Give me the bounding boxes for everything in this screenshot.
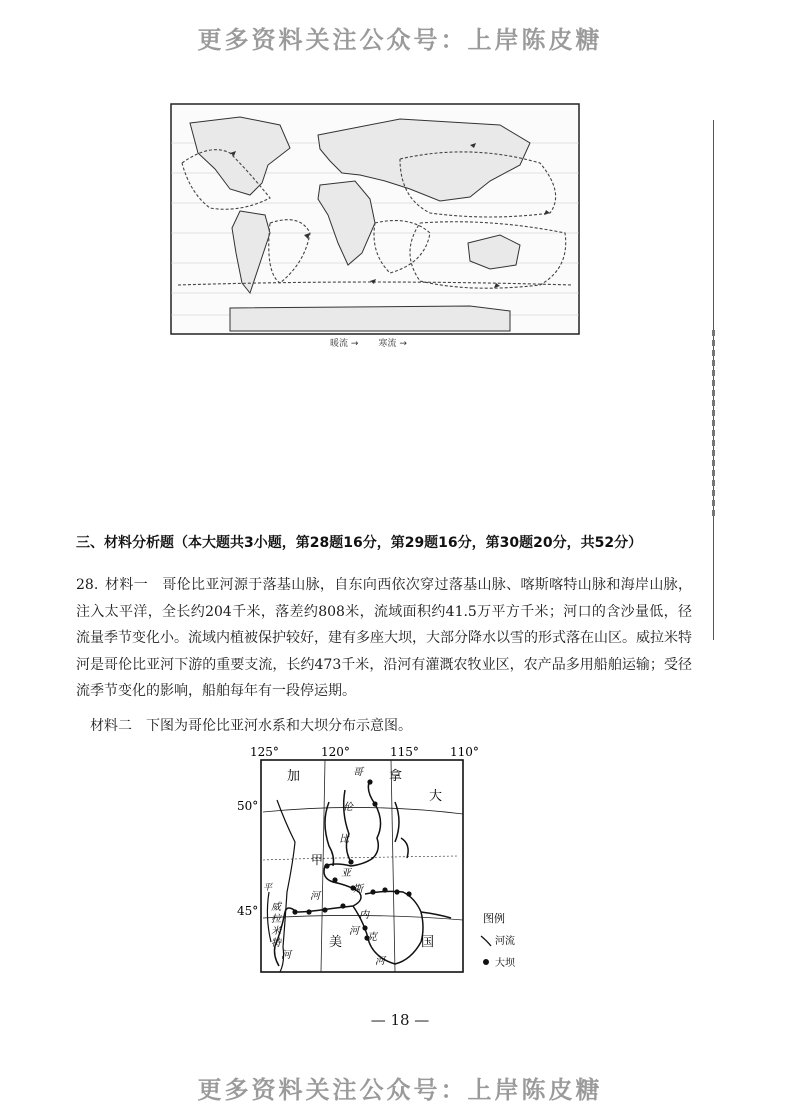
lon-115-label: 115° [390, 745, 419, 759]
lon-110-label: 110° [450, 745, 479, 759]
canada-char-3: 大 [429, 789, 443, 804]
usa-char-2: 国 [421, 935, 435, 950]
legend-cold-label: 寒流 [378, 339, 397, 349]
river-columbia-char-4: 亚 [341, 868, 351, 879]
question-number: 28. [76, 577, 99, 593]
watermark-top: 更多资料关注公众号：上岸陈皮糖 [197, 26, 603, 54]
river-columbia-char-3: 比 [339, 834, 349, 845]
river-willamette-char-5: 河 [281, 950, 291, 961]
river-willamette-char-1: 威 [271, 902, 281, 913]
river-map-legend-dam: 大坝 [495, 958, 515, 969]
river-snake-char-3: 克 [367, 932, 377, 943]
legend-river-symbol [481, 936, 491, 946]
material-one-text: 材料一 哥伦比亚河源于落基山脉，自东向西依次穿过落基山脉、喀斯喀特山脉和海岸山脉，注入太平洋，全长约204千米，落差约808米，流域面积约41.5万平方千米；河口的含沙量低，径流量季节变化小。流域内植被保护较好，建有多座大坝，大部分降水以雪的形式落在山区。威拉米特河是哥伦比亚河下游的重要支流，长约473千米，沿河有灌溉农牧业区，农产品多用船舶运输；受径流季节变化的影响，船舶每年有一段停运期。 [76, 577, 693, 699]
legend-cold-arrow: → [399, 339, 407, 349]
lat-50-label: 50° [237, 799, 259, 813]
legend-warm-label: 暖流 [330, 339, 349, 349]
river-snake-char-2: 内 [359, 910, 369, 921]
river-snake-char-1: 斯 [353, 884, 363, 895]
point-jia-label: 甲 [311, 853, 324, 867]
river-willamette-char-2: 拉 [271, 914, 281, 925]
lat-45-label: 45° [237, 904, 259, 918]
river-snake-char-4: 河 [375, 956, 385, 967]
river-columbia-char-2: 伦 [343, 802, 353, 813]
binding-margin-dashes [712, 330, 715, 520]
legend-warm-arrow: → [350, 339, 359, 349]
canada-char-1: 加 [287, 769, 301, 784]
world-ocean-current-map [170, 103, 580, 335]
river-map-legend-title: 图例 [483, 912, 505, 925]
river-columbia-char-1: 哥 [353, 767, 363, 778]
canada-char-2: 拿 [389, 769, 403, 784]
material-one-paragraph [76, 572, 692, 705]
page-number: — 18 — [370, 1011, 430, 1029]
lon-125-label: 125° [250, 745, 279, 759]
legend-dam-symbol [483, 959, 489, 965]
river-lower-label: 河 [349, 926, 359, 937]
usa-char-1: 美 [329, 935, 343, 950]
river-map-legend-river: 河流 [495, 936, 515, 947]
lon-120-label: 120° [321, 745, 350, 759]
material-two-paragraph: 材料二 下图为哥伦比亚河水系和大坝分布示意图。 [90, 718, 412, 734]
world-map-legend [330, 336, 407, 349]
section-title: 三、材料分析题（本大题共3小题，第28题16分，第29题16分，第30题20分，共52分） [76, 535, 643, 551]
river-willamette-char-4: 特 [271, 938, 281, 949]
river-willamette-char-3: 米 [271, 926, 281, 937]
watermark-bottom: 更多资料关注公众号：上岸陈皮糖 [197, 1076, 603, 1104]
river-columbia-char-5: 河 [310, 891, 320, 902]
columbia-river-map [225, 742, 555, 978]
coast-ping-label: 平 [263, 883, 273, 893]
